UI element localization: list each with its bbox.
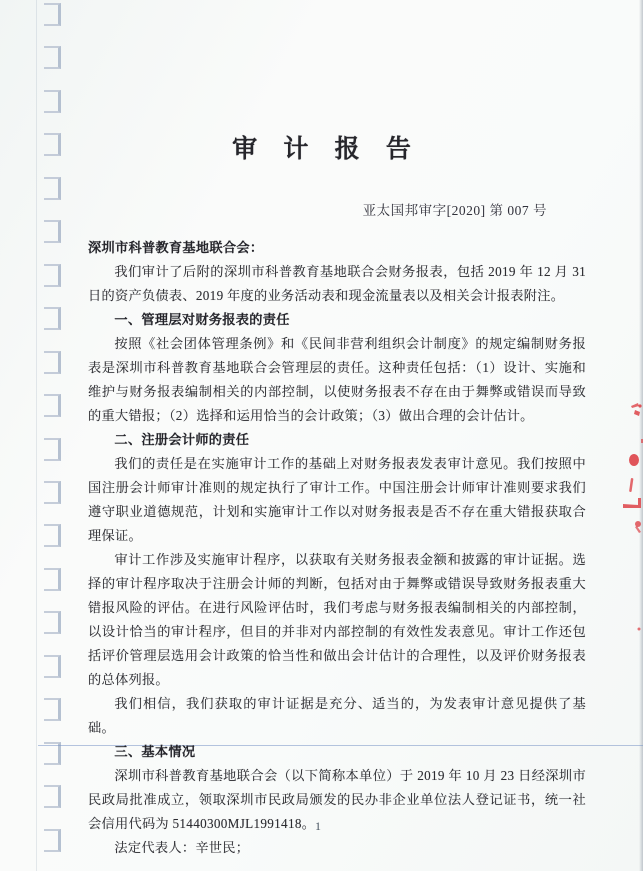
document-body (88, 236, 586, 860)
section-1-heading: 一、管理层对财务报表的责任 (114, 312, 290, 327)
section-2-paragraph-1: 我们的责任是在实施审计工作的基础上对财务报表发表审计意见。我们按照中国注册会计师审计准则的规定执行了审计工作。中国注册会计师审计准则要求我们遵守职业道德规范，计划和实施审计工作以对财务报表是否不存在重大错报获取合理保证。 (88, 456, 586, 543)
binding-mark (44, 307, 61, 330)
red-stamp-fragments (618, 398, 643, 638)
binding-mark (44, 438, 61, 461)
section-3-paragraph-1: 深圳市科普教育基地联合会（以下简称本单位）于 2019 年 10 月 23 日经深圳市民政局批准成立，领取深圳市民政局颁发的民办非企业单位法人登记证书，统一社会信用代码为 51440300MJL1991418。 (88, 768, 586, 831)
binding-mark (44, 524, 61, 547)
binding-mark (44, 698, 61, 721)
page-number: 1 (315, 819, 321, 833)
section-3-paragraph-2: 法定代表人：辛世民； (114, 840, 250, 855)
recipient-line: 深圳市科普教育基地联合会： (88, 240, 264, 255)
binding-mark (44, 46, 61, 69)
binding-mark (44, 351, 61, 374)
section-1-paragraph-1: 按照《社会团体管理条例》和《民间非营利组织会计制度》的规定编制财务报表是深圳市科普教育基地联合会管理层的责任。这种责任包括：（1）设计、实施和维护与财务报表编制相关的内部控制，以使财务报表不存在由于舞弊或错误而导致的重大错报；（2）选择和运用恰当的会计政策；（3）做出合理的会计估计。 (88, 336, 586, 423)
binding-mark (44, 3, 61, 26)
binding-mark (44, 785, 61, 808)
binding-mark (44, 264, 61, 287)
section-2-paragraph-3: 我们相信，我们获取的审计证据是充分、适当的，为发表审计意见提供了基础。 (88, 696, 586, 735)
binding-mark (44, 655, 61, 678)
binding-mark (44, 481, 61, 504)
binding-mark (44, 220, 61, 243)
section-3-heading: 三、基本情况 (114, 744, 196, 759)
binding-mark (44, 177, 61, 200)
intro-paragraph: 我们审计了后附的深圳市科普教育基地联合会财务报表，包括 2019 年 12 月 31 日的资产负债表、2019 年度的业务活动表和现金流量表以及相关会计报表附注。 (88, 264, 586, 303)
binding-mark (44, 611, 61, 634)
section-2-paragraph-2: 审计工作涉及实施审计程序，以获取有关财务报表金额和披露的审计证据。选择的审计程序取决于注册会计师的判断，包括对由于舞弊或错误导致财务报表重大错报风险的评估。在进行风险评估时，我们考虑与财务报表编制相关的内部控制，以设计恰当的审计程序，但目的并非对内部控制的有效性发表意见。审计工作还包括评价管理层选用会计政策的恰当性和做出会计估计的合理性，以及评价财务报表的总体列报。 (88, 552, 586, 687)
document-title: 审 计 报 告 (232, 136, 421, 163)
reference-number: 亚太国邦审字[2020] 第 007 号 (362, 203, 547, 218)
section-2-heading: 二、注册会计师的责任 (114, 432, 250, 447)
binding-mark (44, 394, 61, 417)
binding-mark (44, 90, 61, 113)
binding-mark (44, 568, 61, 591)
